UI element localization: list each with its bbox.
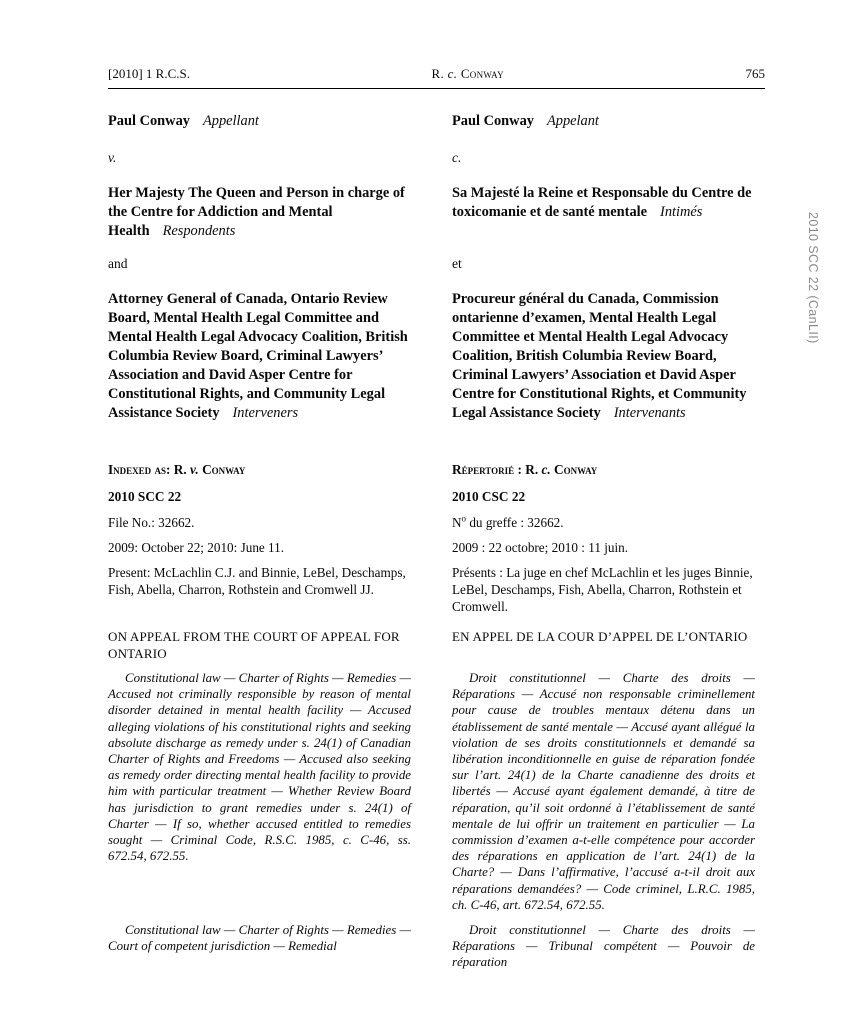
indexed-as-name: Conway — [198, 462, 246, 477]
party-role: Appelant — [546, 113, 599, 129]
party-respondents-en — [108, 184, 411, 241]
party-role: Appellant — [202, 113, 259, 129]
party-interveners-fr — [452, 290, 755, 423]
catchwords-2-fr: Droit constitutionnel — Charte des droits — Réparations — Tribunal compétent — Pouvoir de réparation — [452, 923, 755, 970]
party-role: Interveners — [232, 405, 299, 421]
indexed-as-versus: v. — [190, 462, 199, 477]
header-rule — [108, 88, 765, 89]
party-name: Procureur général du Canada, Commission ontarienne d’examen, Mental Health Legal Committee et Mental Health Legal Advocacy Coalition, British Columbia Review Board, Criminal Lawyers’ Association et David Asper Centre for Constitutional Rights, et Community Legal Assistance Society — [452, 291, 747, 421]
indexed-as-label: Indexed as: R. — [108, 462, 191, 477]
page-number: 765 — [745, 66, 765, 81]
indexed-as-fr — [452, 462, 755, 478]
reporter-citation: [2010] 1 R.C.S. — [108, 66, 190, 81]
appeal-from-en: ON APPEAL FROM THE COURT OF APPEAL FOR ONTARIO — [108, 629, 400, 661]
versus-fr: c. — [452, 150, 462, 165]
indexed-as-versus: c. — [541, 462, 551, 477]
catchwords-2-en: Constitutional law — Charter of Rights — Remedies — Court of competent jurisdiction — Remedial — [108, 923, 411, 954]
party-interveners-en — [108, 290, 411, 423]
neutral-citation-en: 2010 SCC 22 — [108, 489, 182, 504]
neutral-citation-fr: 2010 CSC 22 — [452, 489, 526, 504]
page-header — [108, 66, 765, 82]
file-number-fr — [452, 515, 755, 531]
party-name: Her Majesty The Queen and Person in charge of the Centre for Addiction and Mental Health — [108, 185, 405, 239]
versus-en: v. — [108, 150, 117, 165]
party-role: Intervenants — [613, 405, 686, 421]
judges-present-en: Present: McLachlin C.J. and Binnie, LeBel, Deschamps, Fish, Abella, Charron, Rothstein and Cromwell JJ. — [108, 565, 406, 597]
indexed-as-label: Répertorié : R. — [452, 462, 542, 477]
file-number-rest: du greffe : 32662. — [466, 515, 564, 530]
party-role: Intimés — [660, 204, 703, 220]
party-appellant-en — [108, 112, 411, 131]
file-number-sup: o — [461, 513, 467, 524]
file-number-en: File No.: 32662. — [108, 515, 195, 530]
conjunction-fr: et — [452, 256, 462, 271]
file-number-n: N — [452, 515, 462, 530]
hearing-dates-fr: 2009 : 22 octobre; 2010 : 11 juin. — [452, 540, 629, 555]
party-name: Paul Conway — [108, 113, 190, 129]
party-respondents-fr — [452, 184, 755, 222]
indexed-as-name: Conway — [550, 462, 598, 477]
party-name: Attorney General of Canada, Ontario Review Board, Mental Health Legal Committee and Mental Health Legal Advocacy Coalition, British Columbia Review Board, Criminal Lawyers’ Association and David Asper Centre for Constitutional Rights, and Community Legal Assistance Society — [108, 291, 408, 421]
running-head-versus: c. — [447, 66, 458, 81]
appeal-from-fr: EN APPEL DE LA COUR D’APPEL DE L’ONTARIO — [452, 629, 748, 644]
judges-present-fr: Présents : La juge en chef McLachlin et les juges Binnie, LeBel, Deschamps, Fish, Abella, Charron, Rothstein et Cromwell. — [452, 565, 753, 614]
party-appellant-fr — [452, 112, 755, 131]
party-name: Paul Conway — [452, 113, 534, 129]
running-head-name: Conway — [460, 66, 504, 81]
indexed-as-en — [108, 462, 411, 478]
hearing-dates-en: 2009: October 22; 2010: June 11. — [108, 540, 285, 555]
conjunction-en: and — [108, 256, 128, 271]
catchwords-1-fr: Droit constitutionnel — Charte des droits — Réparations — Accusé non responsable criminellement pour cause de troubles mentaux détenu dans un établissement de santé mentale — Accusé ayant allégué la violation de ses droits constitutionnels et demandé sa libération inconditionnelle en guise de réparation fondée sur l’art. 24(1) de la Charte canadienne des droits et libertés — Accusé ayant également demandé, à titre de réparation, qu’il soit ordonné à l’établissement de santé mentale de lui offrir un traitement en particulier — La commission d’examen a-t-elle compétence pour accorder des réparations en application de l’art. 24(1) de la Charte? — Dans l’affirmative, l’accusé a-t-il droit aux réparations demandées? — Code criminel, L.R.C. 1985, ch. C-46, art. 672.54, 672.55. — [452, 671, 755, 912]
running-head-case-name — [432, 66, 504, 82]
party-name: Sa Majesté la Reine et Responsable du Centre de toxicomanie et de santé mentale — [452, 185, 752, 220]
canlii-watermark: 2010 SCC 22 (CanLII) — [806, 212, 820, 344]
catchwords-1-en: Constitutional law — Charter of Rights — Remedies — Accused not criminally responsible by reason of mental disorder detained in mental health facility — Accused alleging violations of his constitutional rights and seeking absolute discharge as remedy under s. 24(1) of Canadian Charter of Rights and Freedoms — Accused also seeking as remedy order directing mental health facility to provide him with particular treatment — Whether Review Board has jurisdiction to grant remedies under s. 24(1) of Charter — If so, whether accused entitled to remedies sought — Criminal Code, R.S.C. 1985, c. C-46, ss. 672.54, 672.55. — [108, 671, 411, 864]
party-role: Respondents — [162, 223, 236, 239]
running-head-r: R. — [431, 66, 445, 81]
